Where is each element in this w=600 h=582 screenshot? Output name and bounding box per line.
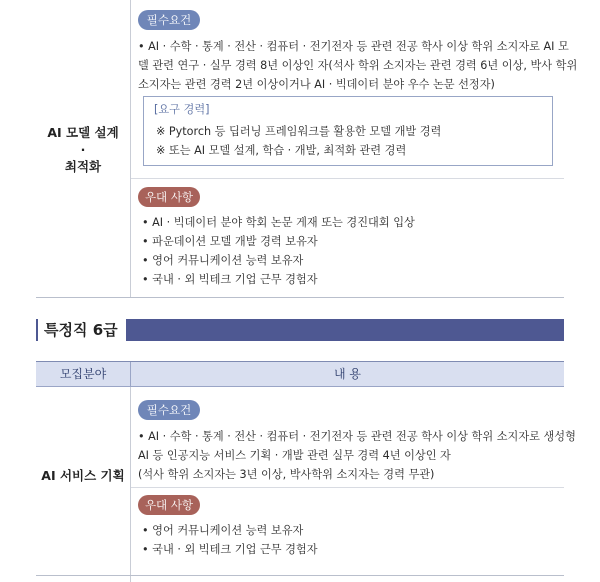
text-line: AI 등 인공지능 서비스 기획 · 개발 관련 실무 경력 4년 이상인 자 bbox=[138, 449, 451, 462]
category-label-ai-service: AI 서비스 기획 bbox=[41, 468, 125, 483]
category-label-ai-model bbox=[36, 122, 130, 178]
table-header bbox=[36, 361, 564, 387]
text-line: • 파운데이션 모델 개발 경력 보유자 bbox=[142, 235, 318, 248]
table-bottom-border bbox=[36, 297, 564, 298]
header-recruit-field: 모집분야 bbox=[59, 367, 107, 381]
text-line: • 국내 · 외 빅테크 기업 근무 경험자 bbox=[142, 273, 318, 286]
preferred-text bbox=[142, 521, 318, 559]
text-line: • 영어 커뮤니케이션 능력 보유자 bbox=[142, 524, 304, 537]
section-title: 특정직 6급 bbox=[38, 319, 126, 341]
required-career-text bbox=[156, 122, 441, 160]
text-line: • AI · 수학 · 통계 · 전산 · 컴퓨터 · 전기전자 등 관련 전공 학사 이상 학위 소지자로 생성형 bbox=[138, 430, 576, 443]
category-label-dot: · bbox=[80, 142, 86, 157]
category-label-line1: AI 모델 설계 bbox=[47, 125, 119, 140]
header-content: 내 용 bbox=[334, 367, 361, 381]
table-bottom-border bbox=[36, 575, 564, 576]
required-text bbox=[138, 427, 576, 484]
text-line: (석사 학위 소지자는 3년 이상, 박사학위 소지자는 경력 무관) bbox=[138, 468, 435, 481]
required-career-title: [요구 경력] bbox=[154, 103, 210, 116]
category-label-line2: 최적화 bbox=[64, 159, 102, 174]
text-line: 델 관련 연구 · 실무 경력 8년 이상인 자(석사 학위 소지자는 관련 경력 6년 이상, 박사 학위 bbox=[138, 59, 578, 72]
text-line: • AI · 빅데이터 분야 학회 논문 게재 또는 경진대회 입상 bbox=[142, 216, 415, 229]
column-divider-top bbox=[130, 0, 131, 298]
required-badge: 필수요건 bbox=[138, 400, 200, 420]
required-text bbox=[138, 37, 577, 94]
preferred-badge: 우대 사항 bbox=[138, 187, 200, 207]
text-line: • 국내 · 외 빅테크 기업 근무 경험자 bbox=[142, 543, 318, 556]
text-line: • 영어 커뮤니케이션 능력 보유자 bbox=[142, 254, 304, 267]
text-line: 소지자는 관련 경력 2년 이상이거나 AI · 빅데이터 분야 우수 논문 선정자) bbox=[138, 78, 495, 91]
required-badge: 필수요건 bbox=[138, 10, 200, 30]
sub-divider bbox=[131, 178, 564, 179]
text-line: ※ Pytorch 등 딥러닝 프레임워크를 활용한 모델 개발 경력 bbox=[156, 125, 442, 138]
text-line: ※ 또는 AI 모델 설계, 학습 · 개발, 최적화 관련 경력 bbox=[156, 144, 407, 157]
text-line: • AI · 수학 · 통계 · 전산 · 컴퓨터 · 전기전자 등 관련 전공 학사 이상 학위 소지자로 AI 모 bbox=[138, 40, 569, 53]
preferred-text bbox=[142, 213, 415, 289]
sub-divider bbox=[131, 487, 564, 488]
preferred-badge: 우대 사항 bbox=[138, 495, 200, 515]
column-divider-bottom bbox=[130, 387, 131, 582]
